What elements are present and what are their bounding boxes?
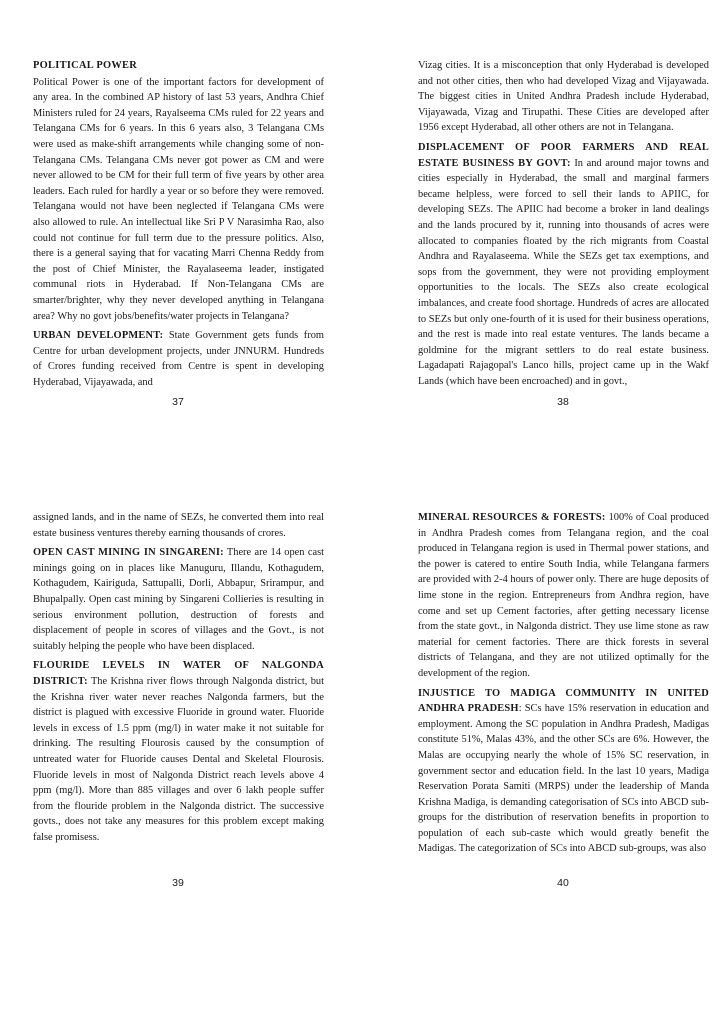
page-39: [33, 510, 324, 849]
open-cast-mining-text: There are 14 open cast minings going on in places like Manuguru, Illandu, Kothagudem, Kothagudem, Kairiguda, Sattupalli, Dorli, Abbapur, Srirampur, and Bhupalpally. Open cast mining by Singareni Collieries is resulting in serious environment pollution, destruction of forests and displacement of people in scores of villages and the Govt., is not suitably helping the people who have been displaced.: [33, 547, 325, 652]
page-number-38: 38: [557, 396, 569, 408]
page-number-37: 37: [172, 396, 184, 408]
page-number-39: 39: [172, 877, 184, 889]
open-cast-mining-paragraph: [33, 545, 324, 654]
flouride-paragraph: [33, 658, 324, 845]
flouride-text: The Krishna river flows through Nalgonda district, but the Krishna river water never reaches Nalgonda farmers, but the district is plagued with excessive Fluoride in ground water. Fluoride levels in excess of 1.5 ppm (mg/l) in water make it not suitable for drinking. The resulting Flourosis caused by the consumption of untreated water for Fluoride causes Dental and Skeletal Flourosis. Fluoride levels in most of Nalgonda District reach levels above 4 ppm (mg/l). More than 885 villages and over 6 lakh people suffer from the flouride problem in the Nalgonda district. The successive govts., does not take any measures for this problem except making false promisess.: [33, 675, 324, 843]
page-37: [33, 58, 324, 394]
mineral-resources-paragraph: [418, 510, 709, 682]
urban-development-paragraph: [33, 328, 324, 390]
page-40: [418, 510, 709, 861]
displacement-text: In and around major towns and cities especially in Hyderabad, the small and marginal farmers became helpless, were forced to sell their lands to APIIC, for developing SEZs. The APIIC had become a broker in land dealings and the lands procured by it, running into thousands of acres were allocated to companies floated by the rich migrants from Coastal Andhra and Rayalaseema. While the SEZs get tax exemptions, and sops from the government, they were not providing employment opportunities to the locals. The SEZs also create ecological imbalances, and create food shortage. Hundreds of acres are allocated to SEZs but only one-fourth of it is used for their business operations, and the rest is made into real estate ventures. The lands became a goldmine for the migrant settlers to do real estate business. Lagadapati Rajagopal's Lanco hills, project came up in the Wakf Lands (which have been encroached) and in govt.,: [418, 157, 709, 387]
vizag-continuation-text: Vizag cities. It is a misconception that only Hyderabad is developed and not other cities, then who had developed Vizag and Vijayawada. The biggest cities in United Andhra Pradesh include Hyderabad, Vijayawada, Vizag and Tirupathi. These Cities are developed after 1956 except Hyderabad, all other others are not in Telangana.: [418, 60, 709, 134]
open-cast-mining-heading: OPEN CAST MINING IN SINGARENI:: [33, 547, 224, 559]
assigned-lands-text: assigned lands, and in the name of SEZs, he converted them into real estate business ventures thereby earning thousands of crores.: [33, 512, 324, 539]
madiga-heading: INJUSTICE TO MADIGA COMMUNITY IN UNITED ANDHRA PRADESH: [418, 687, 709, 715]
political-power-text: Political Power is one of the important factors for development of any area. In the combined AP history of last 53 years, Andhra Chief Ministers ruled for 24 years, Rayalseema CMs ruled for 22 years and Telangana CMs for 6 years. In this 6 years also, 3 Telangana CMs were used as make-shift arrangements while changing some of non-Telangana CMs. Telangana CMs never got power as CM and were never allowed to be CM for their full term of five years by other area leaders. Each ruled for hardly a year or so before they were removed. Telangana would not have been neglected if Telangana CMs were also allowed to rule. An intellectual like Sri P V Narasimha Rao, also could not continue for full term due to the pressure politics. Also, there is a general saying that for vacating Marri Chenna Reddy from the post of Chief Minister, the Rayalaseema leader, instigated communal riots in Hyderabad. If Non-Telangana CMs are smarter/brighter, why they never developed anything in Telangana area? Why no govt jobs/benefits/water projects in Telangana?: [33, 76, 324, 322]
mineral-resources-text: 100% of Coal produced in Andhra Pradesh comes from Telangana region, and the coal produced in Telangana region is used in Thermal power stations, and the power is catered to entire South India, while Telangana farmers are provided with 2-4 hours of power only. There are huge deposits of lime stone in the region. Entrepreneurs from Andhra region, have come and set up Cement factories, after getting necessary license from the state govt., in Nalgonda district. They use lime stone as raw material for cement factories. There are thick forests in several districts of Telangana, and they are not utilized optimally for the development of the region.: [418, 512, 709, 679]
urban-development-heading: URBAN DEVELOPMENT:: [33, 330, 164, 342]
page-number-40: 40: [557, 877, 569, 889]
political-power-heading: POLITICAL POWER: [33, 60, 138, 71]
page-38: [418, 58, 709, 393]
madiga-text: : SCs have 15% reservation in education and employment. Among the SC population in Andhra Pradesh, Madigas constitute 51%, Malas 43%, and the other SCs are 6%. However, the Malas are occupying nearly the whole of 15% SC reservation, in government sector and education field. In the last 10 years, Madiga Reservation Porata Samiti (MRPS) under the leadership of Manda Krishna Madiga, is demanding categorisation of SCs into ABCD sub-groups for the distribution of reservation benefits in proportion to population of each sub-caste which would greatly benefit the Madigas. The categorization of SCs into ABCD sub-groups, was also: [418, 703, 710, 855]
madiga-paragraph: [418, 686, 709, 858]
flouride-heading: FLOURIDE LEVELS IN WATER OF NALGONDA DISTRICT:: [33, 660, 324, 687]
displacement-heading: DISPLACEMENT OF POOR FARMERS AND REAL ESTATE BUSINESS BY GOVT:: [418, 141, 709, 169]
urban-development-text: State Government gets funds from Centre for urban development projects, under JNNURM. Hundreds of Crores funding received from Centre is spent in developing Hyderabad, Vijayawada, and: [33, 330, 325, 388]
displacement-paragraph: [418, 140, 709, 390]
mineral-resources-heading: MINERAL RESOURCES & FORESTS:: [418, 512, 606, 523]
